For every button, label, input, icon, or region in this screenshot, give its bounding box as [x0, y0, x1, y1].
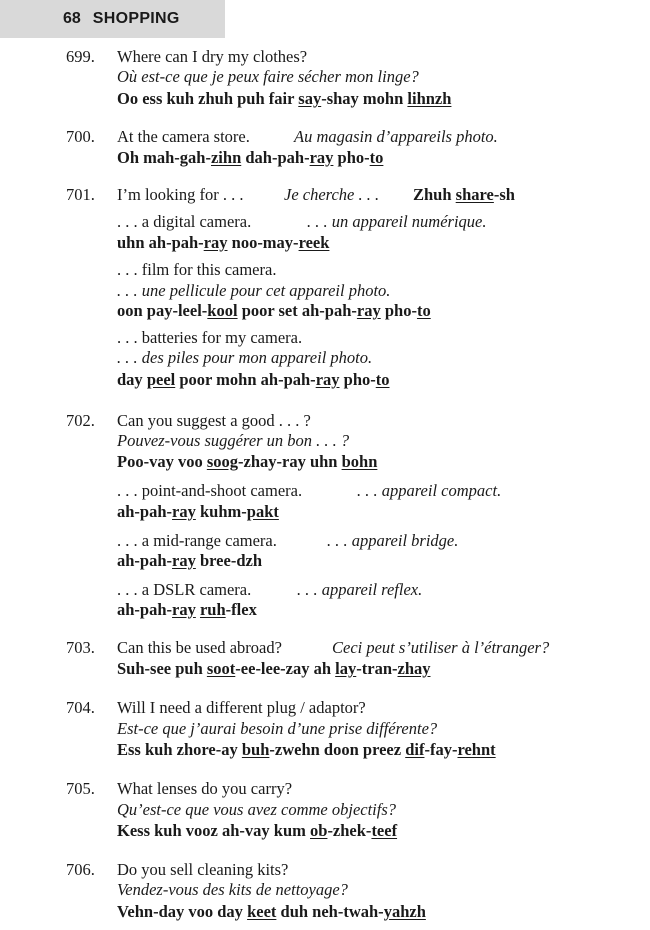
stressed-syllable: yahzh	[383, 902, 426, 921]
pronunciation-segment: poor mohn ah-pah-	[175, 370, 316, 389]
french-phrase: Ceci peut s’utiliser à l’étranger?	[332, 638, 550, 657]
pronunciation-segment: ah-pah-	[117, 551, 173, 570]
pronunciation	[117, 89, 451, 109]
pronunciation-segment: -ee-lee-zay ah	[235, 659, 336, 678]
stressed-syllable: ray	[172, 502, 196, 521]
pronunciation-segment: day	[117, 370, 147, 389]
sub-english-phrase: . . . point-and-shoot camera.	[117, 481, 303, 500]
pronunciation-segment: poor set ah-pah-	[237, 301, 357, 320]
english-phrase: I’m looking for . . .	[117, 185, 244, 204]
stressed-syllable: soog	[206, 452, 238, 471]
sub-french-phrase: . . . appareil bridge.	[327, 531, 459, 550]
stressed-syllable: ruh	[199, 600, 226, 619]
pronunciation-segment: pho-	[333, 148, 370, 167]
sub-pronunciation	[117, 301, 431, 321]
pronunciation	[117, 902, 426, 922]
pronunciation-segment: Vehn-day voo day	[117, 902, 248, 921]
sub-pronunciation	[117, 551, 262, 571]
stressed-syllable: ray	[172, 551, 196, 570]
stressed-syllable: buh	[241, 740, 270, 759]
pronunciation-segment: -zhek-	[327, 821, 372, 840]
pronunciation-segment: -sh	[493, 185, 515, 204]
stressed-syllable: ray	[315, 370, 340, 389]
pronunciation-segment: bree-dzh	[195, 551, 263, 570]
pronunciation-segment: pho-	[339, 370, 376, 389]
stressed-syllable: reek	[298, 233, 330, 252]
stressed-syllable: share	[455, 185, 494, 204]
sub-pronunciation	[117, 233, 329, 253]
stressed-syllable: zhay	[397, 659, 431, 678]
english-phrase: Do you sell cleaning kits?	[117, 860, 289, 879]
entry-number: 704.	[66, 698, 95, 717]
stressed-syllable: soot	[206, 659, 236, 678]
pronunciation	[117, 740, 496, 760]
page-number: 68	[63, 10, 81, 27]
sub-french-phrase: . . . appareil reflex.	[297, 580, 423, 599]
stressed-syllable: keet	[247, 902, 277, 921]
sub-english-phrase: . . . batteries for my camera.	[117, 328, 303, 347]
pronunciation-segment: noo-may-	[227, 233, 299, 252]
stressed-syllable: ray	[356, 301, 381, 320]
stressed-syllable: bohn	[341, 452, 378, 471]
english-phrase: Can this be used abroad?	[117, 638, 282, 657]
stressed-syllable: ob	[310, 821, 328, 840]
pronunciation	[117, 452, 377, 472]
stressed-syllable: lay	[335, 659, 357, 678]
pronunciation	[117, 659, 431, 679]
pronunciation-segment: -flex	[225, 600, 257, 619]
pronunciation-segment: -zhay-ray uhn	[238, 452, 342, 471]
entry-number: 705.	[66, 779, 95, 798]
sub-french-phrase: . . . des piles pour mon appareil photo.	[117, 348, 373, 367]
pronunciation	[117, 821, 397, 841]
pronunciation-segment: Zhuh	[413, 185, 456, 204]
stressed-syllable: kool	[207, 301, 238, 320]
stressed-syllable: rehnt	[457, 740, 496, 759]
sub-english-phrase: . . . a DSLR camera.	[117, 580, 252, 599]
pronunciation	[117, 148, 383, 168]
french-phrase: Pouvez-vous suggérer un bon . . . ?	[117, 431, 350, 450]
stressed-syllable: peel	[146, 370, 176, 389]
stressed-syllable: teef	[371, 821, 398, 840]
french-phrase: Est-ce que j’aurai besoin d’une prise différente?	[117, 719, 438, 738]
pronunciation-segment: Kess kuh vooz ah-vay kum	[117, 821, 310, 840]
pronunciation-segment: ah-pah-	[117, 502, 173, 521]
stressed-syllable: lihnzh	[407, 89, 452, 108]
pronunciation-segment: duh neh-twah-	[276, 902, 384, 921]
sub-english-phrase: . . . film for this camera.	[117, 260, 277, 279]
entry-number: 699.	[66, 47, 95, 66]
sub-pronunciation	[117, 600, 257, 620]
stressed-syllable: ray	[203, 233, 228, 252]
pronunciation-segment: Oh mah-gah-	[117, 148, 211, 167]
english-phrase: Will I need a different plug / adaptor?	[117, 698, 366, 717]
sub-french-phrase: . . . appareil compact.	[357, 481, 502, 500]
pronunciation-segment: Poo-vay voo	[117, 452, 207, 471]
pronunciation-segment: pho-	[380, 301, 417, 320]
pronunciation-segment: -fay-	[424, 740, 458, 759]
sub-english-phrase: . . . a digital camera.	[117, 212, 252, 231]
entry-number: 701.	[66, 185, 95, 204]
french-phrase: Qu’est-ce que vous avez comme objectifs?	[117, 800, 397, 819]
stressed-syllable: to	[416, 301, 431, 320]
pronunciation-segment: -shay mohn	[321, 89, 408, 108]
sub-pronunciation	[117, 370, 390, 390]
pronunciation-segment: ah-pah-	[117, 600, 173, 619]
section-title: SHOPPING	[92, 10, 180, 27]
pronunciation-segment: -tran-	[356, 659, 398, 678]
stressed-syllable: ray	[172, 600, 196, 619]
sub-french-phrase: . . . une pellicule pour cet appareil photo.	[117, 281, 391, 300]
french-phrase: Où est-ce que je peux faire sécher mon linge?	[117, 67, 419, 86]
pronunciation-segment: Suh-see puh	[117, 659, 207, 678]
pronunciation-segment: oon pay-leel-	[117, 301, 208, 320]
pronunciation-segment: Ess kuh zhore-ay	[117, 740, 242, 759]
english-phrase: What lenses do you carry?	[117, 779, 293, 798]
sub-pronunciation	[117, 502, 279, 522]
stressed-syllable: pakt	[246, 502, 279, 521]
pronunciation	[413, 185, 515, 205]
entry-number: 700.	[66, 127, 95, 146]
pronunciation-segment: Oo ess kuh zhuh puh fair	[117, 89, 299, 108]
french-phrase: Je cherche . . .	[284, 185, 380, 204]
stressed-syllable: to	[375, 370, 390, 389]
french-phrase: Vendez-vous des kits de nettoyage?	[117, 880, 348, 899]
english-phrase: Where can I dry my clothes?	[117, 47, 308, 66]
stressed-syllable: dif	[405, 740, 425, 759]
english-phrase: Can you suggest a good . . . ?	[117, 411, 311, 430]
french-phrase: Au magasin d’appareils photo.	[294, 127, 498, 146]
sub-french-phrase: . . . un appareil numérique.	[307, 212, 487, 231]
pronunciation-segment: -zwehn doon preez	[269, 740, 406, 759]
entry-number: 703.	[66, 638, 95, 657]
pronunciation-segment: uhn ah-pah-	[117, 233, 204, 252]
pronunciation-segment: dah-pah-	[241, 148, 310, 167]
stressed-syllable: say	[298, 89, 322, 108]
sub-english-phrase: . . . a mid-range camera.	[117, 531, 277, 550]
entry-number: 706.	[66, 860, 95, 879]
pronunciation-segment: kuhm-	[195, 502, 247, 521]
english-phrase: At the camera store.	[117, 127, 250, 146]
entry-number: 702.	[66, 411, 95, 430]
stressed-syllable: to	[369, 148, 384, 167]
stressed-syllable: ray	[309, 148, 334, 167]
stressed-syllable: zihn	[210, 148, 242, 167]
